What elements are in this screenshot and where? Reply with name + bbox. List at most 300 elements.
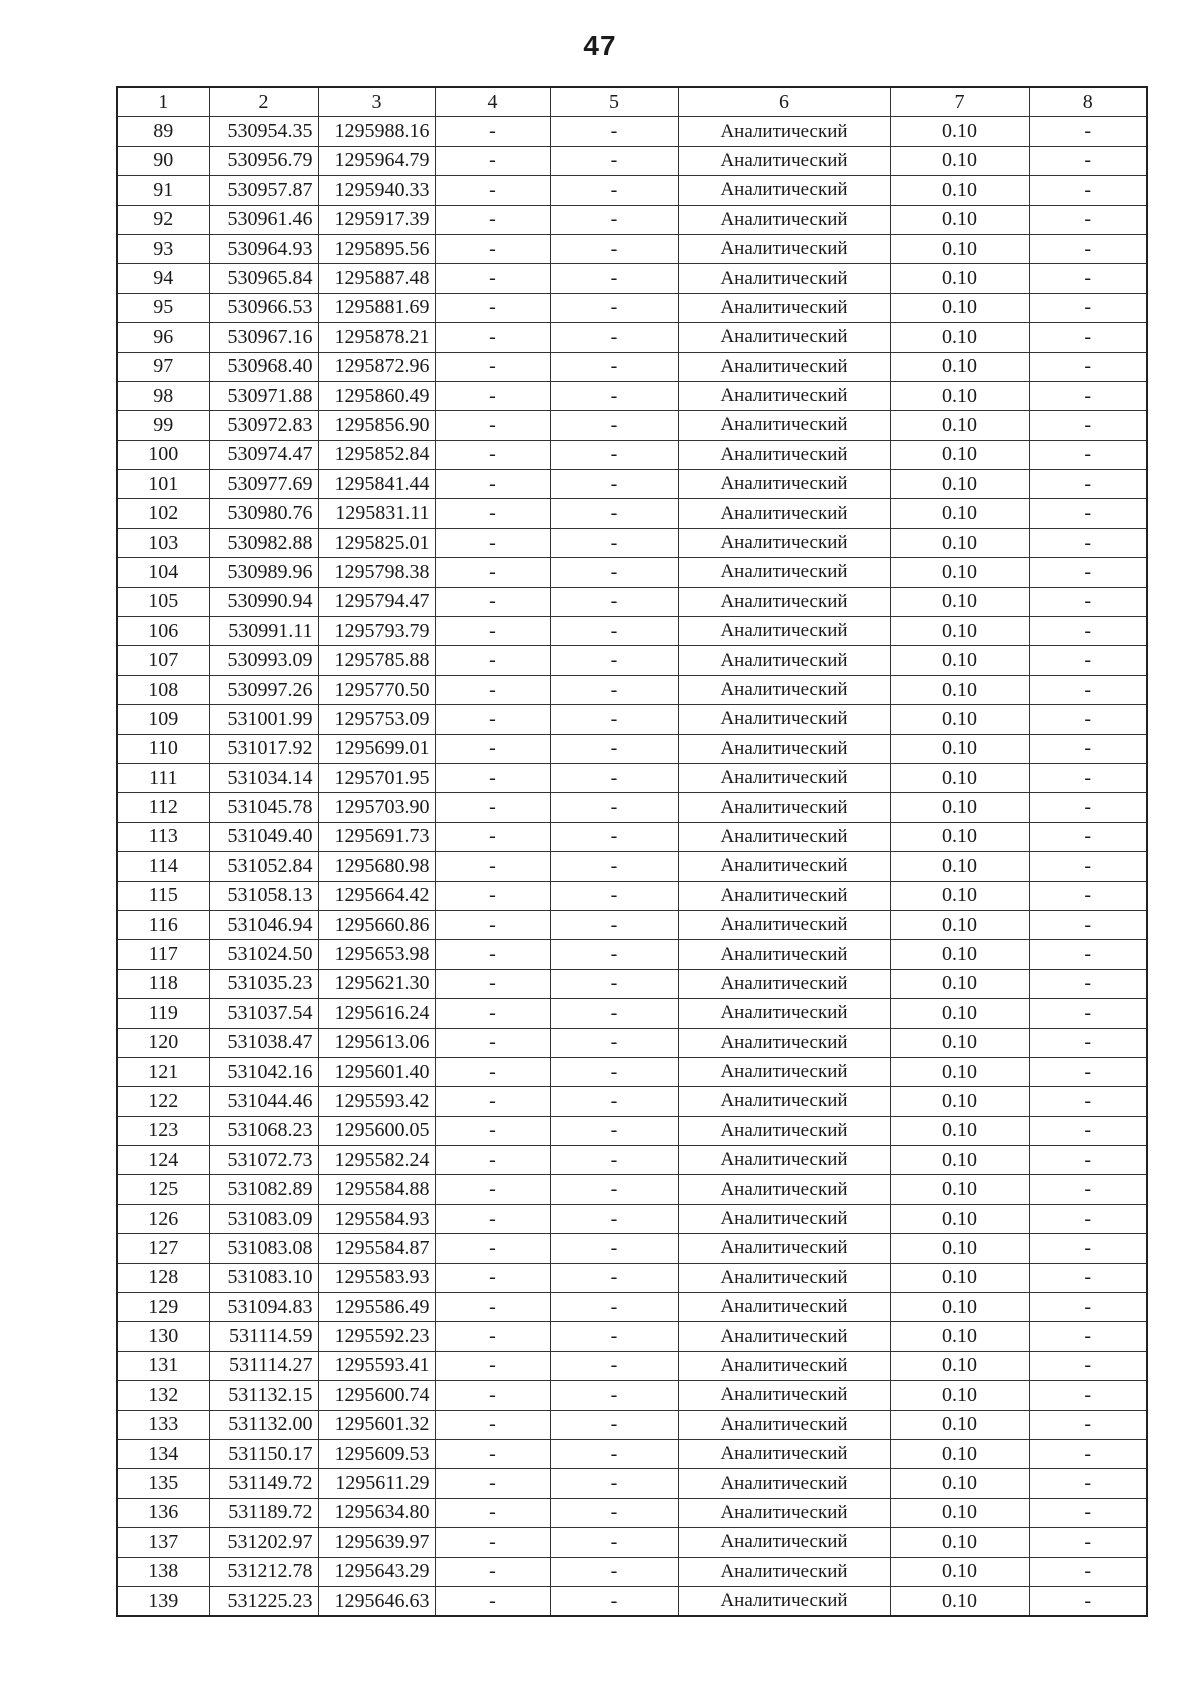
col-5-cell: - xyxy=(550,528,678,557)
accuracy-cell: 0.10 xyxy=(890,440,1029,469)
x-coordinate-cell: 530982.88 xyxy=(209,528,318,557)
col-5-cell: - xyxy=(550,852,678,881)
accuracy-cell: 0.10 xyxy=(890,1410,1029,1439)
method-cell: Аналитический xyxy=(678,234,890,263)
table-row xyxy=(117,705,1147,734)
method-cell: Аналитический xyxy=(678,117,890,146)
x-coordinate-cell: 531068.23 xyxy=(209,1116,318,1145)
col-4-cell: - xyxy=(435,499,550,528)
y-coordinate-cell: 1295621.30 xyxy=(318,969,435,998)
x-coordinate-cell: 530993.09 xyxy=(209,646,318,675)
y-coordinate-cell: 1295643.29 xyxy=(318,1557,435,1586)
method-cell: Аналитический xyxy=(678,264,890,293)
accuracy-cell: 0.10 xyxy=(890,146,1029,175)
point-number-cell: 97 xyxy=(117,352,209,381)
col-8-cell: - xyxy=(1029,146,1147,175)
x-coordinate-cell: 531212.78 xyxy=(209,1557,318,1586)
point-number-cell: 120 xyxy=(117,1028,209,1057)
x-coordinate-cell: 531034.14 xyxy=(209,763,318,792)
method-cell: Аналитический xyxy=(678,910,890,939)
table-row xyxy=(117,293,1147,322)
point-number-cell: 93 xyxy=(117,234,209,263)
accuracy-cell: 0.10 xyxy=(890,969,1029,998)
method-cell: Аналитический xyxy=(678,1263,890,1292)
table-row xyxy=(117,617,1147,646)
point-number-cell: 106 xyxy=(117,617,209,646)
x-coordinate-cell: 531044.46 xyxy=(209,1087,318,1116)
accuracy-cell: 0.10 xyxy=(890,1146,1029,1175)
y-coordinate-cell: 1295584.88 xyxy=(318,1175,435,1204)
col-5-cell: - xyxy=(550,1234,678,1263)
col-8-cell: - xyxy=(1029,1028,1147,1057)
y-coordinate-cell: 1295646.63 xyxy=(318,1586,435,1616)
x-coordinate-cell: 530961.46 xyxy=(209,205,318,234)
method-cell: Аналитический xyxy=(678,1116,890,1145)
table-row xyxy=(117,940,1147,969)
point-number-cell: 113 xyxy=(117,822,209,851)
col-4-cell: - xyxy=(435,1586,550,1616)
col-3-header: 3 xyxy=(318,87,435,117)
x-coordinate-cell: 530980.76 xyxy=(209,499,318,528)
x-coordinate-cell: 531132.15 xyxy=(209,1381,318,1410)
method-cell: Аналитический xyxy=(678,763,890,792)
col-8-cell: - xyxy=(1029,1322,1147,1351)
method-cell: Аналитический xyxy=(678,969,890,998)
point-number-cell: 111 xyxy=(117,763,209,792)
col-8-cell: - xyxy=(1029,1116,1147,1145)
table-row xyxy=(117,822,1147,851)
col-8-cell: - xyxy=(1029,1528,1147,1557)
col-4-cell: - xyxy=(435,1234,550,1263)
x-coordinate-cell: 530974.47 xyxy=(209,440,318,469)
col-8-cell: - xyxy=(1029,234,1147,263)
col-8-cell: - xyxy=(1029,1087,1147,1116)
col-5-cell: - xyxy=(550,146,678,175)
accuracy-cell: 0.10 xyxy=(890,117,1029,146)
col-8-cell: - xyxy=(1029,352,1147,381)
table-row xyxy=(117,1116,1147,1145)
accuracy-cell: 0.10 xyxy=(890,558,1029,587)
point-number-cell: 130 xyxy=(117,1322,209,1351)
col-5-cell: - xyxy=(550,617,678,646)
col-4-cell: - xyxy=(435,1146,550,1175)
y-coordinate-cell: 1295798.38 xyxy=(318,558,435,587)
x-coordinate-cell: 531189.72 xyxy=(209,1498,318,1527)
method-cell: Аналитический xyxy=(678,558,890,587)
col-4-cell: - xyxy=(435,1087,550,1116)
col-5-cell: - xyxy=(550,470,678,499)
y-coordinate-cell: 1295825.01 xyxy=(318,528,435,557)
col-4-cell: - xyxy=(435,1528,550,1557)
point-number-cell: 94 xyxy=(117,264,209,293)
x-coordinate-cell: 531114.27 xyxy=(209,1351,318,1380)
point-number-cell: 99 xyxy=(117,411,209,440)
col-8-cell: - xyxy=(1029,675,1147,704)
col-8-cell: - xyxy=(1029,940,1147,969)
col-8-cell: - xyxy=(1029,205,1147,234)
accuracy-cell: 0.10 xyxy=(890,705,1029,734)
point-number-cell: 125 xyxy=(117,1175,209,1204)
y-coordinate-cell: 1295586.49 xyxy=(318,1293,435,1322)
point-number-cell: 118 xyxy=(117,969,209,998)
point-number-cell: 95 xyxy=(117,293,209,322)
col-5-cell: - xyxy=(550,1322,678,1351)
method-cell: Аналитический xyxy=(678,1410,890,1439)
col-5-cell: - xyxy=(550,822,678,851)
method-cell: Аналитический xyxy=(678,1028,890,1057)
col-5-cell: - xyxy=(550,381,678,410)
accuracy-cell: 0.10 xyxy=(890,1469,1029,1498)
table-row xyxy=(117,470,1147,499)
table-row xyxy=(117,264,1147,293)
point-number-cell: 128 xyxy=(117,1263,209,1292)
accuracy-cell: 0.10 xyxy=(890,1381,1029,1410)
col-4-cell: - xyxy=(435,1381,550,1410)
col-4-cell: - xyxy=(435,617,550,646)
accuracy-cell: 0.10 xyxy=(890,1293,1029,1322)
point-number-cell: 90 xyxy=(117,146,209,175)
point-number-cell: 114 xyxy=(117,852,209,881)
y-coordinate-cell: 1295664.42 xyxy=(318,881,435,910)
point-number-cell: 116 xyxy=(117,910,209,939)
col-8-cell: - xyxy=(1029,470,1147,499)
x-coordinate-cell: 530964.93 xyxy=(209,234,318,263)
method-cell: Аналитический xyxy=(678,499,890,528)
table-row xyxy=(117,528,1147,557)
col-4-cell: - xyxy=(435,440,550,469)
method-cell: Аналитический xyxy=(678,1586,890,1616)
y-coordinate-cell: 1295940.33 xyxy=(318,176,435,205)
y-coordinate-cell: 1295881.69 xyxy=(318,293,435,322)
col-5-cell: - xyxy=(550,1028,678,1057)
col-5-cell: - xyxy=(550,910,678,939)
accuracy-cell: 0.10 xyxy=(890,1498,1029,1527)
method-cell: Аналитический xyxy=(678,1351,890,1380)
table-row xyxy=(117,1586,1147,1616)
col-4-cell: - xyxy=(435,1057,550,1086)
table-row xyxy=(117,1439,1147,1468)
y-coordinate-cell: 1295770.50 xyxy=(318,675,435,704)
x-coordinate-cell: 530967.16 xyxy=(209,323,318,352)
method-cell: Аналитический xyxy=(678,323,890,352)
accuracy-cell: 0.10 xyxy=(890,1586,1029,1616)
table-row xyxy=(117,675,1147,704)
col-7-header: 7 xyxy=(890,87,1029,117)
y-coordinate-cell: 1295593.41 xyxy=(318,1351,435,1380)
point-number-cell: 134 xyxy=(117,1439,209,1468)
col-4-cell: - xyxy=(435,1204,550,1233)
table-body xyxy=(117,117,1147,1616)
point-number-cell: 139 xyxy=(117,1586,209,1616)
accuracy-cell: 0.10 xyxy=(890,1439,1029,1468)
x-coordinate-cell: 530971.88 xyxy=(209,381,318,410)
point-number-cell: 127 xyxy=(117,1234,209,1263)
table-row xyxy=(117,1087,1147,1116)
method-cell: Аналитический xyxy=(678,470,890,499)
accuracy-cell: 0.10 xyxy=(890,940,1029,969)
col-5-cell: - xyxy=(550,1263,678,1292)
y-coordinate-cell: 1295616.24 xyxy=(318,999,435,1028)
table-row xyxy=(117,587,1147,616)
y-coordinate-cell: 1295964.79 xyxy=(318,146,435,175)
accuracy-cell: 0.10 xyxy=(890,734,1029,763)
point-number-cell: 136 xyxy=(117,1498,209,1527)
col-8-cell: - xyxy=(1029,1469,1147,1498)
point-number-cell: 89 xyxy=(117,117,209,146)
point-number-cell: 103 xyxy=(117,528,209,557)
accuracy-cell: 0.10 xyxy=(890,381,1029,410)
col-4-cell: - xyxy=(435,1322,550,1351)
y-coordinate-cell: 1295583.93 xyxy=(318,1263,435,1292)
col-8-cell: - xyxy=(1029,617,1147,646)
table-row xyxy=(117,1351,1147,1380)
point-number-cell: 135 xyxy=(117,1469,209,1498)
point-number-cell: 124 xyxy=(117,1146,209,1175)
table-row xyxy=(117,440,1147,469)
method-cell: Аналитический xyxy=(678,293,890,322)
col-8-cell: - xyxy=(1029,176,1147,205)
y-coordinate-cell: 1295660.86 xyxy=(318,910,435,939)
col-5-cell: - xyxy=(550,1528,678,1557)
point-number-cell: 121 xyxy=(117,1057,209,1086)
col-8-cell: - xyxy=(1029,1293,1147,1322)
col-4-cell: - xyxy=(435,587,550,616)
col-1-header: 1 xyxy=(117,87,209,117)
y-coordinate-cell: 1295611.29 xyxy=(318,1469,435,1498)
method-cell: Аналитический xyxy=(678,1087,890,1116)
col-5-cell: - xyxy=(550,763,678,792)
col-5-cell: - xyxy=(550,117,678,146)
x-coordinate-cell: 531082.89 xyxy=(209,1175,318,1204)
y-coordinate-cell: 1295639.97 xyxy=(318,1528,435,1557)
y-coordinate-cell: 1295592.23 xyxy=(318,1322,435,1351)
method-cell: Аналитический xyxy=(678,1057,890,1086)
col-5-cell: - xyxy=(550,1469,678,1498)
col-4-cell: - xyxy=(435,117,550,146)
col-4-cell: - xyxy=(435,705,550,734)
col-5-cell: - xyxy=(550,1204,678,1233)
accuracy-cell: 0.10 xyxy=(890,1175,1029,1204)
y-coordinate-cell: 1295841.44 xyxy=(318,470,435,499)
method-cell: Аналитический xyxy=(678,587,890,616)
y-coordinate-cell: 1295793.79 xyxy=(318,617,435,646)
col-5-cell: - xyxy=(550,1586,678,1616)
col-4-cell: - xyxy=(435,1351,550,1380)
col-5-cell: - xyxy=(550,1175,678,1204)
y-coordinate-cell: 1295856.90 xyxy=(318,411,435,440)
accuracy-cell: 0.10 xyxy=(890,646,1029,675)
col-8-cell: - xyxy=(1029,852,1147,881)
y-coordinate-cell: 1295917.39 xyxy=(318,205,435,234)
col-5-cell: - xyxy=(550,558,678,587)
table-row xyxy=(117,1528,1147,1557)
y-coordinate-cell: 1295703.90 xyxy=(318,793,435,822)
col-5-cell: - xyxy=(550,587,678,616)
y-coordinate-cell: 1295601.32 xyxy=(318,1410,435,1439)
y-coordinate-cell: 1295584.93 xyxy=(318,1204,435,1233)
point-number-cell: 105 xyxy=(117,587,209,616)
col-8-cell: - xyxy=(1029,264,1147,293)
x-coordinate-cell: 531225.23 xyxy=(209,1586,318,1616)
point-number-cell: 101 xyxy=(117,470,209,499)
col-5-cell: - xyxy=(550,646,678,675)
col-4-cell: - xyxy=(435,558,550,587)
col-5-cell: - xyxy=(550,1410,678,1439)
method-cell: Аналитический xyxy=(678,1381,890,1410)
accuracy-cell: 0.10 xyxy=(890,763,1029,792)
table-row xyxy=(117,881,1147,910)
method-cell: Аналитический xyxy=(678,1528,890,1557)
table-row xyxy=(117,763,1147,792)
col-8-cell: - xyxy=(1029,1146,1147,1175)
table-row xyxy=(117,852,1147,881)
method-cell: Аналитический xyxy=(678,1175,890,1204)
col-4-cell: - xyxy=(435,528,550,557)
accuracy-cell: 0.10 xyxy=(890,323,1029,352)
col-8-cell: - xyxy=(1029,411,1147,440)
col-8-cell: - xyxy=(1029,999,1147,1028)
col-5-cell: - xyxy=(550,1557,678,1586)
col-5-cell: - xyxy=(550,176,678,205)
col-4-cell: - xyxy=(435,1263,550,1292)
col-5-cell: - xyxy=(550,734,678,763)
point-number-cell: 117 xyxy=(117,940,209,969)
x-coordinate-cell: 530957.87 xyxy=(209,176,318,205)
col-5-cell: - xyxy=(550,1293,678,1322)
point-number-cell: 92 xyxy=(117,205,209,234)
col-4-cell: - xyxy=(435,999,550,1028)
accuracy-cell: 0.10 xyxy=(890,1028,1029,1057)
x-coordinate-cell: 530966.53 xyxy=(209,293,318,322)
y-coordinate-cell: 1295860.49 xyxy=(318,381,435,410)
x-coordinate-cell: 530989.96 xyxy=(209,558,318,587)
col-8-cell: - xyxy=(1029,969,1147,998)
col-5-cell: - xyxy=(550,205,678,234)
table-row xyxy=(117,734,1147,763)
page-number: 47 xyxy=(583,30,617,61)
method-cell: Аналитический xyxy=(678,646,890,675)
method-cell: Аналитический xyxy=(678,822,890,851)
col-8-cell: - xyxy=(1029,587,1147,616)
table-row xyxy=(117,1234,1147,1263)
accuracy-cell: 0.10 xyxy=(890,675,1029,704)
y-coordinate-cell: 1295691.73 xyxy=(318,822,435,851)
col-4-cell: - xyxy=(435,1439,550,1468)
y-coordinate-cell: 1295878.21 xyxy=(318,323,435,352)
col-5-cell: - xyxy=(550,1146,678,1175)
table-row xyxy=(117,1410,1147,1439)
col-5-cell: - xyxy=(550,969,678,998)
col-8-cell: - xyxy=(1029,293,1147,322)
x-coordinate-cell: 531083.09 xyxy=(209,1204,318,1233)
table-row xyxy=(117,646,1147,675)
y-coordinate-cell: 1295634.80 xyxy=(318,1498,435,1527)
col-4-cell: - xyxy=(435,323,550,352)
col-5-cell: - xyxy=(550,1351,678,1380)
method-cell: Аналитический xyxy=(678,1204,890,1233)
col-8-cell: - xyxy=(1029,705,1147,734)
table-header xyxy=(117,87,1147,117)
point-number-cell: 96 xyxy=(117,323,209,352)
table-row xyxy=(117,1469,1147,1498)
col-8-cell: - xyxy=(1029,440,1147,469)
table-row xyxy=(117,1057,1147,1086)
point-number-cell: 126 xyxy=(117,1204,209,1233)
point-number-cell: 104 xyxy=(117,558,209,587)
table-row xyxy=(117,117,1147,146)
x-coordinate-cell: 531058.13 xyxy=(209,881,318,910)
col-5-cell: - xyxy=(550,1087,678,1116)
point-number-cell: 98 xyxy=(117,381,209,410)
col-5-cell: - xyxy=(550,793,678,822)
col-8-cell: - xyxy=(1029,910,1147,939)
x-coordinate-cell: 531149.72 xyxy=(209,1469,318,1498)
point-number-cell: 129 xyxy=(117,1293,209,1322)
col-5-cell: - xyxy=(550,1381,678,1410)
y-coordinate-cell: 1295988.16 xyxy=(318,117,435,146)
col-5-cell: - xyxy=(550,1498,678,1527)
accuracy-cell: 0.10 xyxy=(890,852,1029,881)
method-cell: Аналитический xyxy=(678,793,890,822)
point-number-cell: 138 xyxy=(117,1557,209,1586)
col-8-cell: - xyxy=(1029,381,1147,410)
x-coordinate-cell: 530997.26 xyxy=(209,675,318,704)
y-coordinate-cell: 1295872.96 xyxy=(318,352,435,381)
y-coordinate-cell: 1295680.98 xyxy=(318,852,435,881)
x-coordinate-cell: 531017.92 xyxy=(209,734,318,763)
x-coordinate-cell: 530956.79 xyxy=(209,146,318,175)
y-coordinate-cell: 1295887.48 xyxy=(318,264,435,293)
col-4-cell: - xyxy=(435,734,550,763)
method-cell: Аналитический xyxy=(678,1469,890,1498)
table-row xyxy=(117,1498,1147,1527)
col-8-cell: - xyxy=(1029,646,1147,675)
accuracy-cell: 0.10 xyxy=(890,1234,1029,1263)
table-row xyxy=(117,146,1147,175)
y-coordinate-cell: 1295584.87 xyxy=(318,1234,435,1263)
x-coordinate-cell: 531150.17 xyxy=(209,1439,318,1468)
table-row xyxy=(117,999,1147,1028)
col-5-cell: - xyxy=(550,323,678,352)
accuracy-cell: 0.10 xyxy=(890,205,1029,234)
method-cell: Аналитический xyxy=(678,675,890,704)
header-row xyxy=(117,87,1147,117)
col-4-cell: - xyxy=(435,852,550,881)
x-coordinate-cell: 531072.73 xyxy=(209,1146,318,1175)
col-4-cell: - xyxy=(435,264,550,293)
col-8-header: 8 xyxy=(1029,87,1147,117)
accuracy-cell: 0.10 xyxy=(890,1351,1029,1380)
col-5-cell: - xyxy=(550,499,678,528)
method-cell: Аналитический xyxy=(678,940,890,969)
col-4-cell: - xyxy=(435,176,550,205)
table-row xyxy=(117,1175,1147,1204)
method-cell: Аналитический xyxy=(678,411,890,440)
col-8-cell: - xyxy=(1029,1204,1147,1233)
table-row xyxy=(117,1263,1147,1292)
point-number-cell: 100 xyxy=(117,440,209,469)
table-row xyxy=(117,558,1147,587)
x-coordinate-cell: 531024.50 xyxy=(209,940,318,969)
table-row xyxy=(117,1204,1147,1233)
table-row xyxy=(117,1557,1147,1586)
accuracy-cell: 0.10 xyxy=(890,1204,1029,1233)
col-4-cell: - xyxy=(435,470,550,499)
method-cell: Аналитический xyxy=(678,999,890,1028)
method-cell: Аналитический xyxy=(678,881,890,910)
table-row xyxy=(117,381,1147,410)
col-8-cell: - xyxy=(1029,1586,1147,1616)
